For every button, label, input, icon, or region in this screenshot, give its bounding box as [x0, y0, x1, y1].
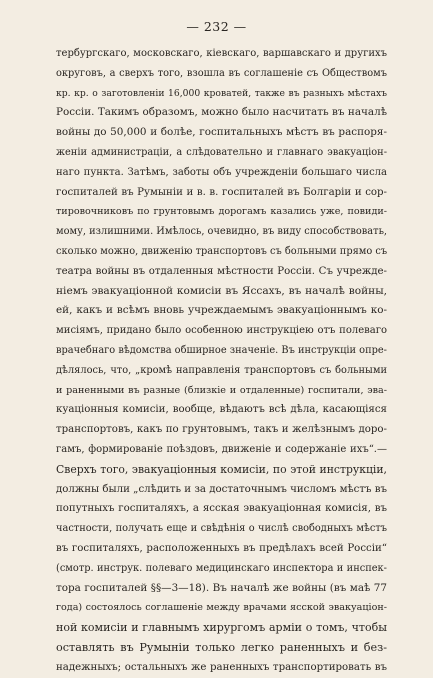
text-line: транспортовъ, какъ по грунтовымъ, такъ и желѣзнымъ доро-: [56, 424, 387, 436]
text-line: дѣлялось, что, „кромѣ направленія транспортовъ съ больными: [56, 364, 387, 376]
text-line: надежныхъ; остальныхъ же раненныхъ транспортировать въ: [56, 661, 387, 673]
text-line: госпиталей въ Румыніи и в. в. госпиталей въ Болгаріи и сор-: [56, 186, 387, 198]
text-line: года) состоялось соглашеніе между врачами ясской эвакуаціон-: [56, 602, 387, 614]
text-line: частности, получать еще и свѣдѣнія о числѣ свободныхъ мѣстъ: [56, 523, 387, 535]
body-text: [56, 44, 387, 678]
text-line: войны до 50,000 и болѣе, госпитальныхъ мѣстъ въ распоря-: [56, 126, 387, 139]
page-number: — 232 —: [186, 19, 247, 34]
text-line: кр. кр. о заготовленіи 16,000 кроватей, также въ разныхъ мѣстахъ: [56, 87, 387, 99]
text-line: ей, какъ и всѣмъ вновь учреждаемымъ эвакуаціоннымъ ко-: [56, 304, 387, 317]
text-line: тировочниковъ по грунтовымъ дорогамъ казались уже, повиди-: [56, 206, 387, 218]
text-line: Сверхъ того, эвакуаціонныя комисіи, по этой инструкціи,: [56, 462, 387, 476]
text-line: гамъ, формированіе поѣздовъ, движеніе и содержаніе ихъ“.—: [56, 443, 387, 455]
text-line: мому, излишними. Имѣлось, очевидно, въ виду способствовать,: [56, 226, 387, 238]
text-line: Россіи. Такимъ образомъ, можно было насчитать въ началѣ: [56, 106, 387, 119]
text-line: и раненными въ разные (близкіе и отдаленные) госпитали, эва-: [56, 384, 387, 396]
text-line: наго пункта. Затѣмъ, заботы объ учрежденіи большаго числа: [56, 166, 387, 178]
text-line: округовъ, а сверхъ того, взошла въ соглашеніе съ Обществомъ: [56, 67, 387, 79]
text-line: оставлять въ Румыніи только легко раненныхъ и без-: [56, 640, 387, 654]
text-line: должны были „слѣдить и за достаточнымъ числомъ мѣстъ въ: [56, 483, 387, 495]
text-line: женіи администраціи, а слѣдовательно и главнаго эвакуаціон-: [56, 146, 387, 158]
text-line: (смотр. инструк. полеваго медицинскаго инспектора и инспек-: [56, 562, 387, 574]
text-line: театра войны въ отдаленныя мѣстности Россіи. Съ учрежде-: [56, 265, 387, 277]
text-line: въ госпиталяхъ, расположенныхъ въ предѣлахъ всей Россіи“: [56, 542, 387, 554]
text-line: ной комисіи и главнымъ хирургомъ арміи о томъ, чтобы: [56, 621, 387, 635]
text-line: попутныхъ госпиталяхъ, а ясская эвакуаціонная комисія, въ: [56, 503, 387, 515]
text-line: сколько можно, движенію транспортовъ съ больными прямо съ: [56, 245, 387, 257]
text-line: куаціонныя комисіи, вообще, вѣдаютъ всѣ дѣла, касающіяся: [56, 404, 387, 416]
text-line: тора госпиталей §§—3—18). Въ началѣ же войны (въ маѣ 77: [56, 581, 387, 594]
text-line: ніемъ эвакуаціонной комисіи въ Яссахъ, въ началѣ войны,: [56, 284, 387, 297]
text-line: врачебнаго вѣдомства обширное значеніе. Въ инструкціи опре-: [56, 344, 387, 356]
text-line: тербургскаго, московскаго, кіевскаго, варшавскаго и другихъ: [56, 48, 387, 59]
text-line: мисіямъ, придано было особенною инструкціею отъ полеваго: [56, 325, 387, 337]
